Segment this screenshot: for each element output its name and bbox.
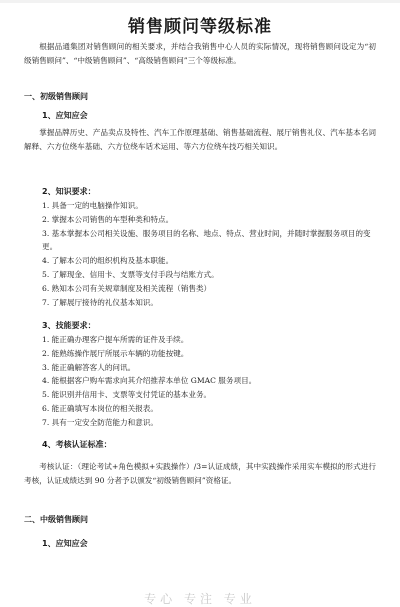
list-item: 6. 能正确填写本岗位的相关报表。 bbox=[42, 403, 158, 413]
section-heading-intermediate: 二、中级销售顾问 bbox=[24, 515, 88, 524]
knowledge-requirements-list bbox=[42, 199, 376, 309]
subheading-knowledge-junior: 1、应知应会 bbox=[42, 111, 88, 120]
skill-requirements-list bbox=[42, 333, 376, 430]
subheading-skill-requirements: 3、技能要求： bbox=[42, 321, 96, 330]
knowledge-paragraph: 掌握品牌历史、产品卖点及特性、汽车工作原理基础、销售基础流程、展厅销售礼仪、汽车基本名词解释、六方位绕车基础、六方位绕车话术运用、等六方位绕车技巧相关知识。 bbox=[24, 128, 376, 151]
list-item: 7. 具有一定安全防范能力和意识。 bbox=[42, 417, 158, 427]
intro-paragraph: 根据品通集团对销售顾问的相关要求，并结合我销售中心人员的实际情况，现将销售顾问设定为“初级销售顾问”、“中级销售顾问”、“高级销售顾问”三个等级标准。 bbox=[24, 42, 376, 65]
list-item: 3. 基本掌握本公司相关设施、服务项目的名称、地点、特点、营业时间，并随时掌握服务项目的变更。 bbox=[42, 228, 371, 252]
list-item: 4. 了解本公司的组织机构及基本职能。 bbox=[42, 256, 174, 266]
list-item: 6. 熟知本公司有关规章制度及相关流程（销售类） bbox=[42, 283, 212, 293]
list-item: 2. 能熟练操作展厅所展示车辆的功能按键。 bbox=[42, 348, 189, 358]
list-item: 1. 能正确办理客户提车所需的证件及手续。 bbox=[42, 335, 189, 344]
footer-watermark: 专心 专注 专业 bbox=[144, 592, 256, 606]
list-item: 7. 了解展厅接待的礼仪基本知识。 bbox=[42, 297, 158, 307]
certification-paragraph: 考核认证：（理论考试+角色模拟+实践操作）/3=认证成绩，其中实践操作采用实车模拟的形式进行考核，认证成绩达到 90 分者予以颁发“初级销售顾问”资格证。 bbox=[24, 462, 376, 485]
section-heading-junior: 一、初级销售顾问 bbox=[24, 92, 88, 101]
subheading-knowledge-intermediate: 1、应知应会 bbox=[42, 539, 88, 548]
document-title: 销售顾问等级标准 bbox=[128, 17, 272, 37]
list-item: 5. 能识别并信用卡、支票等支付凭证的基本业务。 bbox=[42, 390, 212, 400]
list-item: 5. 了解现金、信用卡、支票等支付手段与结账方式。 bbox=[42, 269, 219, 279]
list-item: 1. 具备一定的电脑操作知识。 bbox=[42, 201, 143, 210]
list-item: 2. 掌握本公司销售的车型种类和特点。 bbox=[42, 214, 174, 224]
subheading-knowledge-requirements: 2、知识要求： bbox=[42, 187, 96, 196]
subheading-certification: 4、考核认证标准： bbox=[42, 440, 112, 449]
page-top-edge bbox=[0, 0, 400, 3]
list-item: 4. 能根据客户购车需求向其介绍推荐本单位 GMAC 服务项目。 bbox=[42, 376, 257, 386]
list-item: 3. 能正确解答客人的问讯。 bbox=[42, 362, 136, 372]
